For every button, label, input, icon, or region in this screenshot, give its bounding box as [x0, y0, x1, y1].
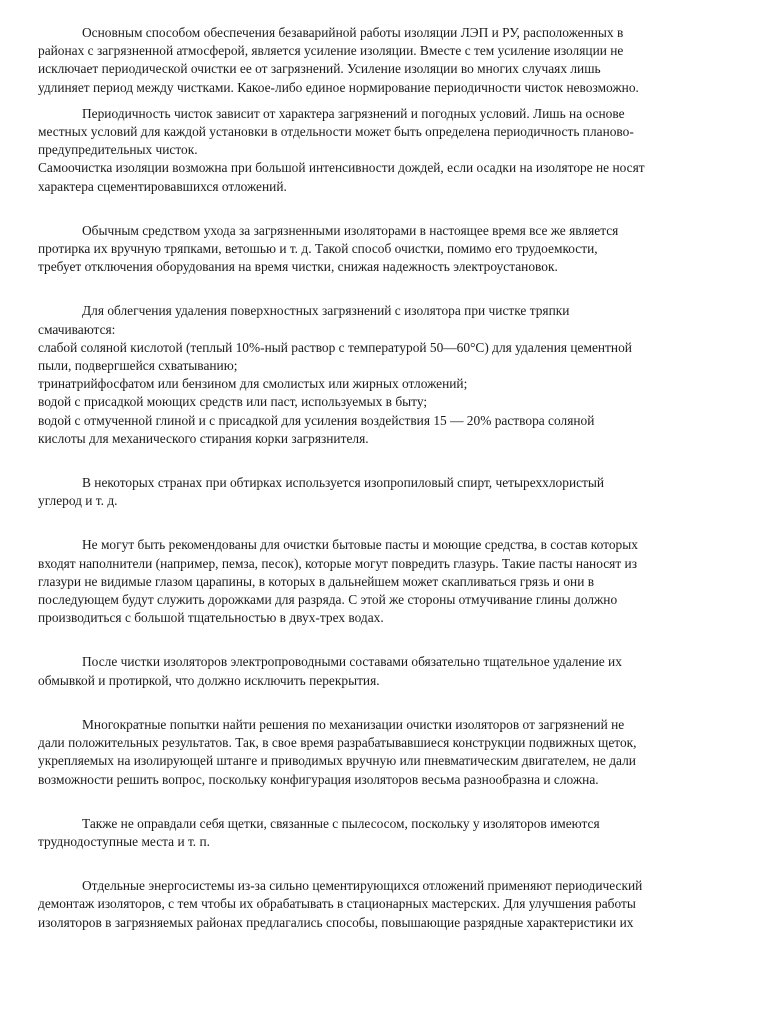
text-line: тринатрийфосфатом или бензином для смолистых или жирных отложений;: [38, 376, 468, 392]
paragraph-8: [38, 653, 742, 689]
text-line: глазури не видимые глазом царапины, в которых в дальнейшем может скапливаться грязь и они в: [38, 573, 595, 589]
paragraph-9: [38, 716, 742, 789]
text-line: кислоты для механического стирания корки загрязнителя.: [38, 430, 369, 446]
text-line: Отдельные энергосистемы из-за сильно цементирующихся отложений применяют периодический: [82, 878, 643, 894]
text-line: пыли, подвергшейся схватыванию;: [38, 358, 238, 374]
text-line: труднодоступные места и т. п.: [38, 833, 211, 849]
text-line: обмывкой и протиркой, что должно исключить перекрытия.: [38, 672, 380, 688]
text-line: слабой соляной кислотой (теплый 10%-ный раствор с температурой 50—60°С) для удаления цементной: [38, 339, 632, 355]
text-line: Не могут быть рекомендованы для очистки бытовые пасты и моющие средства, в состав которых: [82, 537, 638, 553]
text-line: Для облегчения удаления поверхностных загрязнений с изолятора при чистке тряпки: [82, 303, 570, 319]
paragraph-5: [38, 302, 742, 338]
text-line: Также не оправдали себя щетки, связанные с пылесосом, поскольку у изоляторов имеются: [82, 815, 600, 831]
text-line: Периодичность чисток зависит от характера загрязнений и погодных условий. Лишь на основе: [82, 105, 625, 121]
text-line: предупредительных чисток.: [38, 142, 198, 158]
paragraph-4: [38, 222, 742, 277]
text-line: удлиняет период между чистками. Какое-либо единое нормирование периодичности чисток невозможно.: [38, 79, 639, 95]
text-line: смачиваются:: [38, 321, 116, 337]
text-line: характера сцементировавшихся отложений.: [38, 178, 287, 194]
text-line: исключает периодической очистки ее от загрязнений. Усиление изоляции во многих случаях лишь: [38, 61, 601, 77]
paragraph-6: [38, 474, 742, 510]
paragraph-7: [38, 536, 742, 627]
paragraph-1: [38, 24, 742, 97]
text-line: водой с присадкой моющих средств или паст, используемых в быту;: [38, 394, 428, 410]
paragraph-11: [38, 877, 742, 932]
text-line: укрепляемых на изолирующей штанге и приводимых вручную или пневматическим двигателем, не дали: [38, 753, 636, 769]
text-line: В некоторых странах при обтирках используется изопропиловый спирт, четыреххлористый: [82, 475, 605, 491]
text-line: районах с загрязненной атмосферой, является усиление изоляции. Вместе с тем усиление изоляции не: [38, 43, 624, 59]
text-line: последующем будут служить дорожками для разряда. С этой же стороны отмучивание глины должно: [38, 592, 618, 608]
paragraph-10: [38, 815, 742, 851]
text-line: углерод и т. д.: [38, 493, 118, 509]
text-line: Обычным средством ухода за загрязненными изоляторами в настоящее время все же является: [82, 222, 619, 238]
text-line: Основным способом обеспечения безаварийной работы изоляции ЛЭП и РУ, расположенных в: [82, 25, 624, 40]
text-line: водой с отмученной глиной и с присадкой для усиления воздействия 15 — 20% раствора соляной: [38, 412, 595, 428]
paragraph-2: [38, 105, 742, 160]
list-item-phosphate: [38, 375, 742, 393]
text-line: местных условий для каждой установки в отдельности может быть определена периодичность планово-: [38, 124, 634, 140]
text-line: протирка их вручную тряпками, ветошью и т. д. Такой способ очистки, помимо его трудоемкости,: [38, 241, 598, 257]
text-line: возможности решить вопрос, поскольку конфигурация изоляторов весьма разнообразна и сложна.: [38, 771, 599, 787]
list-item-detergent: [38, 393, 742, 411]
text-line: демонтаж изоляторов, с тем чтобы их обрабатывать в стационарных мастерских. Для улучшения работы: [38, 896, 636, 912]
text-line: Многократные попытки найти решения по механизации очистки изоляторов от загрязнений не: [82, 716, 625, 732]
text-line: требует отключения оборудования на время чистки, снижая надежность электроустановок.: [38, 259, 558, 275]
paragraph-3: [38, 159, 742, 195]
text-line: изоляторов в загрязняемых районах предлагались способы, повышающие разрядные характеристики их: [38, 914, 634, 930]
list-item-clay: [38, 412, 742, 448]
text-line: После чистки изоляторов электропроводными составами обязательно тщательное удаление их: [82, 654, 622, 670]
text-line: дали положительных результатов. Так, в свое время разрабатывавшиеся конструкции подвижных щеток,: [38, 735, 637, 751]
text-line: Самоочистка изоляции возможна при большой интенсивности дождей, если осадки на изоляторе не носят: [38, 160, 645, 176]
text-line: производиться с большой тщательностью в двух-трех водах.: [38, 610, 384, 626]
document-page: [38, 24, 742, 932]
text-line: входят наполнители (например, пемза, песок), которые могут повредить глазурь. Такие пасты наносят из: [38, 555, 637, 571]
list-item-acid: [38, 339, 742, 375]
